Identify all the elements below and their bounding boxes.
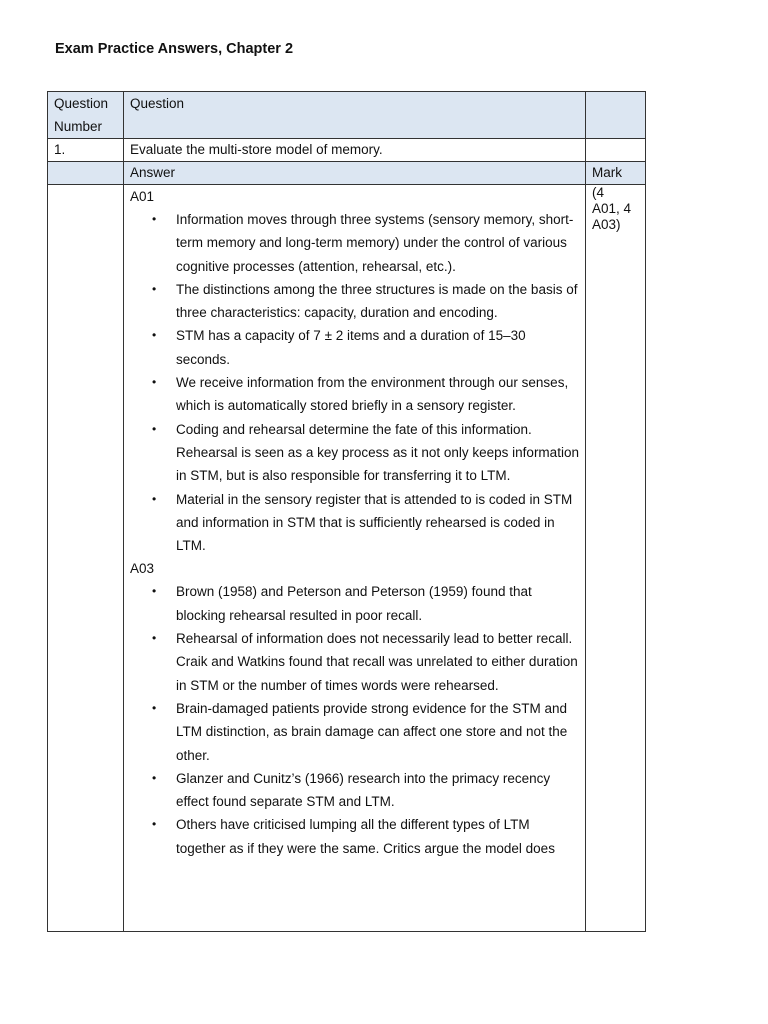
list-item: • Rehearsal of information does not necessarily lead to better recall. Craik and Watkins found that recall was unrelated to either duration in STM or the number of times words were rehearsed. [176, 627, 579, 697]
header-question [124, 92, 586, 139]
list-item: • Information moves through three systems (sensory memory, short-term memory and long-term memory) under the control of various cognitive processes (attention, rehearsal, etc.). [176, 208, 579, 278]
page-title: Exam Practice Answers, Chapter 2 [55, 41, 294, 57]
list-item: • STM has a capacity of 7 ± 2 items and a duration of 15–30 seconds. [176, 324, 579, 371]
answer-body-blank [48, 185, 124, 932]
a01-points [130, 208, 579, 557]
a03-points [130, 580, 579, 860]
table-header-row [48, 92, 646, 139]
mark-line1: (4 [592, 185, 605, 200]
list-item: • Material in the sensory register that is attended to is coded in STM and information in STM that is sufficiently rehearsed is coded in LTM. [176, 488, 579, 558]
mark-line2: A01, 4 [592, 201, 632, 216]
header-question-number [48, 92, 124, 139]
list-item: • The distinctions among the three structures is made on the basis of three characteristics: capacity, duration and encoding. [176, 278, 579, 325]
answer-label: Answer [124, 162, 586, 185]
mark-cell [586, 185, 646, 932]
list-item: • Glanzer and Cunitz’s (1966) research into the primacy recency effect found separate STM and LTM. [176, 767, 579, 814]
answer-body-row [48, 185, 646, 932]
header-blank [586, 92, 646, 139]
section-label-a01: A01 [130, 189, 155, 204]
answer-header-blank [48, 162, 124, 185]
header-question-number-line1: Question [54, 96, 109, 111]
mark-line3: A03) [592, 217, 621, 232]
list-item: • We receive information from the environment through our senses, which is automatically stored briefly in a sensory register. [176, 371, 579, 418]
answer-content [124, 185, 586, 932]
question-text: Evaluate the multi-store model of memory. [124, 139, 586, 162]
mark-label: Mark [586, 162, 646, 185]
list-item: • Brain-damaged patients provide strong evidence for the STM and LTM distinction, as brain damage can affect one store and not the other. [176, 697, 579, 767]
exam-answer-table [47, 91, 646, 932]
header-question-number-line2: Number [54, 119, 103, 134]
section-label-a03: A03 [130, 561, 155, 577]
header-question-label: Question [130, 96, 185, 111]
answer-header-row [48, 162, 646, 185]
question-number: 1. [48, 139, 124, 162]
question-row [48, 139, 646, 162]
question-blank [586, 139, 646, 162]
list-item: • Brown (1958) and Peterson and Peterson (1959) found that blocking rehearsal resulted in poor recall. [176, 580, 579, 627]
list-item: • Others have criticised lumping all the different types of LTM together as if they were the same. Critics argue the model does [176, 813, 579, 860]
list-item: • Coding and rehearsal determine the fate of this information. Rehearsal is seen as a key process as it not only keeps information in STM, but is also responsible for transferring it to LTM. [176, 418, 579, 488]
